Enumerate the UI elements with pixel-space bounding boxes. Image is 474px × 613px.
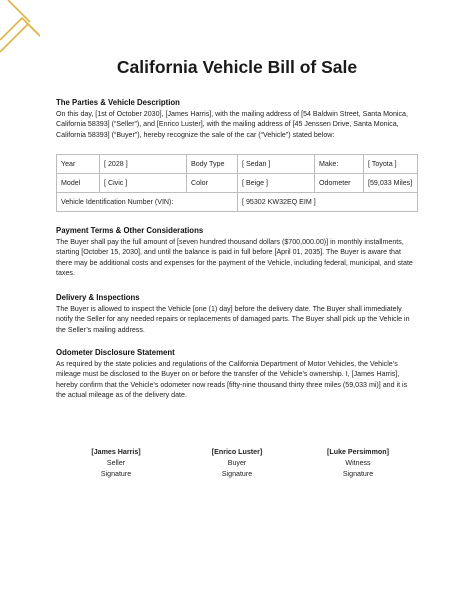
vin-label: Vehicle Identification Number (VIN):	[57, 193, 238, 212]
payment-line: there may be additional costs and expenses for the payment of the Vehicle, including federal, municipal, and state	[56, 258, 413, 267]
parties-heading: The Parties & Vehicle Description	[56, 98, 180, 107]
table-row	[57, 193, 418, 212]
model-value: [ Civic ]	[100, 174, 187, 193]
parties-line: California 58393] (“Seller”), and [Enrico Luster], with the mailing address of [45 Jenssen Drive, Santa Monica,	[56, 120, 399, 129]
table-row	[57, 155, 418, 174]
corner-decoration-icon	[0, 0, 40, 60]
buyer-role: Buyer	[227, 459, 247, 467]
seller-name: [James Harris]	[91, 448, 141, 456]
make-value: [ Toyota ]	[364, 155, 418, 174]
seller-signature-block	[56, 447, 176, 480]
parties-paragraph	[56, 109, 418, 140]
payment-heading: Payment Terms & Other Considerations	[56, 226, 204, 235]
odometer-line: the actual mileage as of the delivery date.	[56, 390, 187, 399]
seller-signature-label: Signature	[100, 470, 132, 478]
page-title: California Vehicle Bill of Sale	[116, 57, 358, 77]
odometer-heading: Odometer Disclosure Statement	[56, 348, 175, 357]
year-value: [ 2028 ]	[100, 155, 187, 174]
color-label: Color	[187, 174, 238, 193]
payment-line: The Buyer shall pay the full amount of [seven hundred thousand dollars ($700,000.00)] in monthly installments,	[56, 238, 404, 246]
vehicle-table	[56, 154, 418, 212]
model-label: Model	[57, 174, 100, 193]
make-label: Make:	[315, 155, 364, 174]
delivery-line: the Seller’s mailing address.	[56, 325, 145, 334]
year-label: Year	[57, 155, 100, 174]
seller-role: Seller	[106, 459, 126, 467]
delivery-line: The Buyer is allowed to inspect the Vehicle [one (1) day] before the delivery date. The Buyer shall immediately	[56, 305, 402, 313]
buyer-name: [Enrico Luster]	[211, 448, 263, 456]
odometer-paragraph	[56, 359, 418, 400]
delivery-line: notify the Seller for any needed repairs or replacements of damaged parts. The Buyer shall pick up the Vehicle in	[56, 315, 410, 324]
parties-line: California 58393] (“Buyer”), hereby recognize the sale of the car (“Vehicle”) stated below:	[56, 130, 335, 139]
delivery-heading: Delivery & Inspections	[56, 293, 140, 302]
payment-line: taxes.	[56, 268, 75, 277]
odometer-label: Odometer	[315, 174, 364, 193]
color-value: [ Beige ]	[238, 174, 315, 193]
witness-signature-label: Signature	[342, 470, 374, 478]
odometer-line: As required by the state policies and regulations of the California Department of Motor Vehicles, the Vehicle’s	[56, 360, 398, 368]
vin-value: [ 95302 KW32EQ EIM ]	[238, 193, 418, 212]
payment-paragraph	[56, 237, 418, 278]
odometer-line: mileage must be disclosed to the Buyer on or before the transfer of the Vehicle’s ownership. I, [James Harris],	[56, 370, 400, 379]
odometer-line: hereby confirm that the Vehicle’s odometer now reads [fifty-nine thousand thirty three miles (59,033 mi)] and it is	[56, 380, 408, 389]
witness-signature-block	[298, 447, 418, 480]
parties-line: On this day, [1st of October 2030], [James Harris], with the mailing address of [54 Baldwin Street, Santa Monica,	[56, 110, 408, 118]
buyer-signature-block	[177, 447, 297, 480]
table-row	[57, 174, 418, 193]
witness-role: Witness	[345, 459, 371, 467]
payment-line: starting [October 15, 2030], and until the balance is paid in full before [April 01, 2035]. The Buyer is aware that	[56, 248, 401, 257]
body-type-value: [ Sedan ]	[238, 155, 315, 174]
buyer-signature-label: Signature	[221, 470, 253, 478]
witness-name: [Luke Persimmon]	[327, 448, 389, 456]
body-type-label: Body Type	[187, 155, 238, 174]
delivery-paragraph	[56, 304, 418, 335]
odometer-value: [59,033 Miles]	[364, 174, 418, 193]
